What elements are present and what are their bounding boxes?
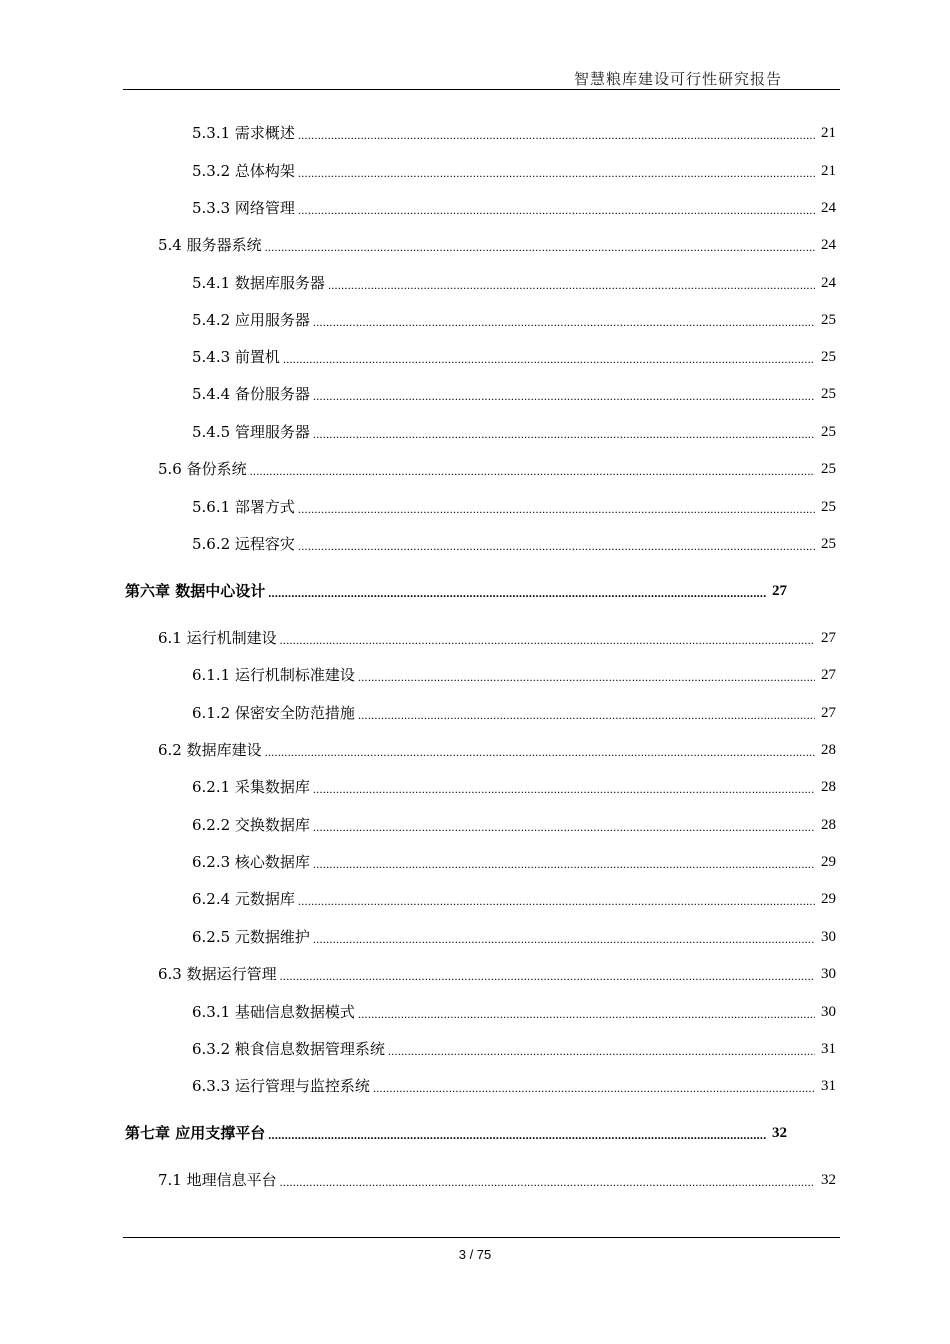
toc-leader-dots: [313, 932, 815, 946]
toc-leader-dots: [298, 203, 815, 217]
toc-leader-dots: [298, 539, 815, 553]
toc-entry-label: 6.2.3 核心数据库: [192, 853, 310, 871]
toc-entry-label: 6.2 数据库建设: [158, 741, 262, 759]
toc-entry-label: 5.3.1 需求概述: [192, 124, 295, 142]
toc-entry-page: 31: [821, 1078, 836, 1094]
toc-leader-dots: [265, 745, 815, 759]
toc-entry-label: 第六章 数据中心设计: [125, 582, 266, 600]
toc-entry[interactable]: [192, 778, 836, 796]
toc-entry[interactable]: [192, 311, 836, 329]
footer-divider: [123, 1237, 840, 1238]
toc-entry-page: 29: [821, 891, 836, 907]
toc-entry-page: 24: [821, 200, 836, 216]
toc-entry[interactable]: [192, 199, 836, 217]
toc-entry-label: 5.4.2 应用服务器: [192, 311, 310, 329]
toc-entry-label: 6.2.2 交换数据库: [192, 816, 310, 834]
toc-chapter-entry[interactable]: [125, 1124, 787, 1142]
toc-entry-label: 6.2.1 采集数据库: [192, 778, 310, 796]
toc-entry[interactable]: [192, 1003, 836, 1021]
toc-entry[interactable]: [158, 965, 836, 983]
toc-entry[interactable]: [192, 385, 836, 403]
toc-entry[interactable]: [192, 1040, 836, 1058]
toc-leader-dots: [373, 1081, 815, 1095]
toc-leader-dots: [298, 128, 815, 142]
toc-leader-dots: [313, 782, 815, 796]
document-header-title: 智慧粮库建设可行性研究报告: [573, 70, 782, 88]
toc-entry-label: 6.2.5 元数据维护: [192, 928, 310, 946]
toc-entry-page: 27: [821, 630, 836, 646]
toc-entry[interactable]: [192, 704, 836, 722]
toc-entry-page: 25: [821, 312, 836, 328]
toc-entry-label: 6.3 数据运行管理: [158, 965, 277, 983]
toc-entry-label: 5.3.3 网络管理: [192, 199, 295, 217]
toc-entry-page: 24: [821, 275, 836, 291]
toc-leader-dots: [388, 1044, 815, 1058]
toc-entry[interactable]: [192, 666, 836, 684]
toc-entry-page: 30: [821, 966, 836, 982]
toc-entry[interactable]: [192, 124, 836, 142]
toc-leader-dots: [283, 352, 815, 366]
toc-entry[interactable]: [192, 274, 836, 292]
toc-leader-dots: [358, 670, 815, 684]
toc-entry[interactable]: [192, 928, 836, 946]
toc-entry-label: 5.4.5 管理服务器: [192, 423, 310, 441]
toc-leader-dots: [358, 1007, 815, 1021]
toc-entry[interactable]: [192, 498, 836, 516]
toc-entry-label: 5.4.3 前置机: [192, 348, 280, 366]
toc-leader-dots: [298, 502, 815, 516]
toc-entry[interactable]: [192, 853, 836, 871]
toc-entry-label: 6.1.2 保密安全防范措施: [192, 704, 355, 722]
toc-entry[interactable]: [192, 535, 836, 553]
toc-entry[interactable]: [192, 890, 836, 908]
toc-entry[interactable]: [158, 1171, 836, 1189]
toc-entry-label: 6.3.2 粮食信息数据管理系统: [192, 1040, 385, 1058]
toc-leader-dots: [268, 586, 766, 600]
toc-leader-dots: [280, 633, 815, 647]
toc-leader-dots: [298, 894, 815, 908]
toc-entry[interactable]: [158, 629, 836, 647]
toc-entry-label: 6.1 运行机制建设: [158, 629, 277, 647]
toc-leader-dots: [313, 820, 815, 834]
toc-entry-label: 7.1 地理信息平台: [158, 1171, 277, 1189]
toc-leader-dots: [298, 166, 815, 180]
toc-entry[interactable]: [192, 816, 836, 834]
toc-entry[interactable]: [192, 162, 836, 180]
toc-entry-page: 27: [821, 667, 836, 683]
toc-entry-page: 21: [821, 125, 836, 141]
toc-entry-label: 5.6.2 远程容灾: [192, 535, 295, 553]
toc-entry-page: 28: [821, 742, 836, 758]
toc-entry-page: 28: [821, 779, 836, 795]
toc-leader-dots: [358, 708, 815, 722]
toc-entry-label: 5.4 服务器系统: [158, 236, 262, 254]
toc-leader-dots: [250, 464, 815, 478]
toc-entry-page: 30: [821, 929, 836, 945]
toc-entry-label: 6.2.4 元数据库: [192, 890, 295, 908]
toc-entry-label: 5.6.1 部署方式: [192, 498, 295, 516]
toc-leader-dots: [268, 1128, 766, 1142]
toc-entry-label: 5.4.4 备份服务器: [192, 385, 310, 403]
toc-entry-page: 25: [821, 536, 836, 552]
toc-entry[interactable]: [192, 423, 836, 441]
toc-entry-page: 27: [821, 705, 836, 721]
toc-entry-page: 28: [821, 817, 836, 833]
toc-entry[interactable]: [158, 460, 836, 478]
toc-entry-label: 5.3.2 总体构架: [192, 162, 295, 180]
toc-entry-page: 29: [821, 854, 836, 870]
toc-entry-label: 6.3.3 运行管理与监控系统: [192, 1077, 370, 1095]
toc-leader-dots: [280, 969, 815, 983]
toc-leader-dots: [328, 278, 815, 292]
toc-entry-page: 25: [821, 424, 836, 440]
toc-leader-dots: [313, 857, 815, 871]
toc-entry-label: 6.1.1 运行机制标准建设: [192, 666, 355, 684]
toc-leader-dots: [280, 1175, 815, 1189]
toc-entry-page: 27: [772, 583, 787, 599]
toc-entry-page: 30: [821, 1004, 836, 1020]
toc-entry-page: 25: [821, 386, 836, 402]
toc-entry-page: 32: [821, 1172, 836, 1188]
toc-entry[interactable]: [192, 1077, 836, 1095]
toc-entry-label: 5.6 备份系统: [158, 460, 247, 478]
toc-entry-page: 25: [821, 461, 836, 477]
toc-entry-label: 第七章 应用支撑平台: [125, 1124, 266, 1142]
toc-entry-page: 25: [821, 499, 836, 515]
toc-entry[interactable]: [192, 348, 836, 366]
toc-entry[interactable]: [158, 236, 836, 254]
toc-leader-dots: [265, 240, 815, 254]
toc-entry-page: 25: [821, 349, 836, 365]
toc-leader-dots: [313, 315, 815, 329]
toc-entry-page: 21: [821, 163, 836, 179]
page-number: 3 / 75: [458, 1247, 492, 1262]
toc-entry-label: 5.4.1 数据库服务器: [192, 274, 325, 292]
toc-entry-page: 32: [772, 1125, 787, 1141]
toc-entry-page: 31: [821, 1041, 836, 1057]
toc-leader-dots: [313, 427, 815, 441]
toc-leader-dots: [313, 389, 815, 403]
toc-entry[interactable]: [158, 741, 836, 759]
toc-entry-label: 6.3.1 基础信息数据模式: [192, 1003, 355, 1021]
toc-entry-page: 24: [821, 237, 836, 253]
toc-chapter-entry[interactable]: [125, 582, 787, 600]
